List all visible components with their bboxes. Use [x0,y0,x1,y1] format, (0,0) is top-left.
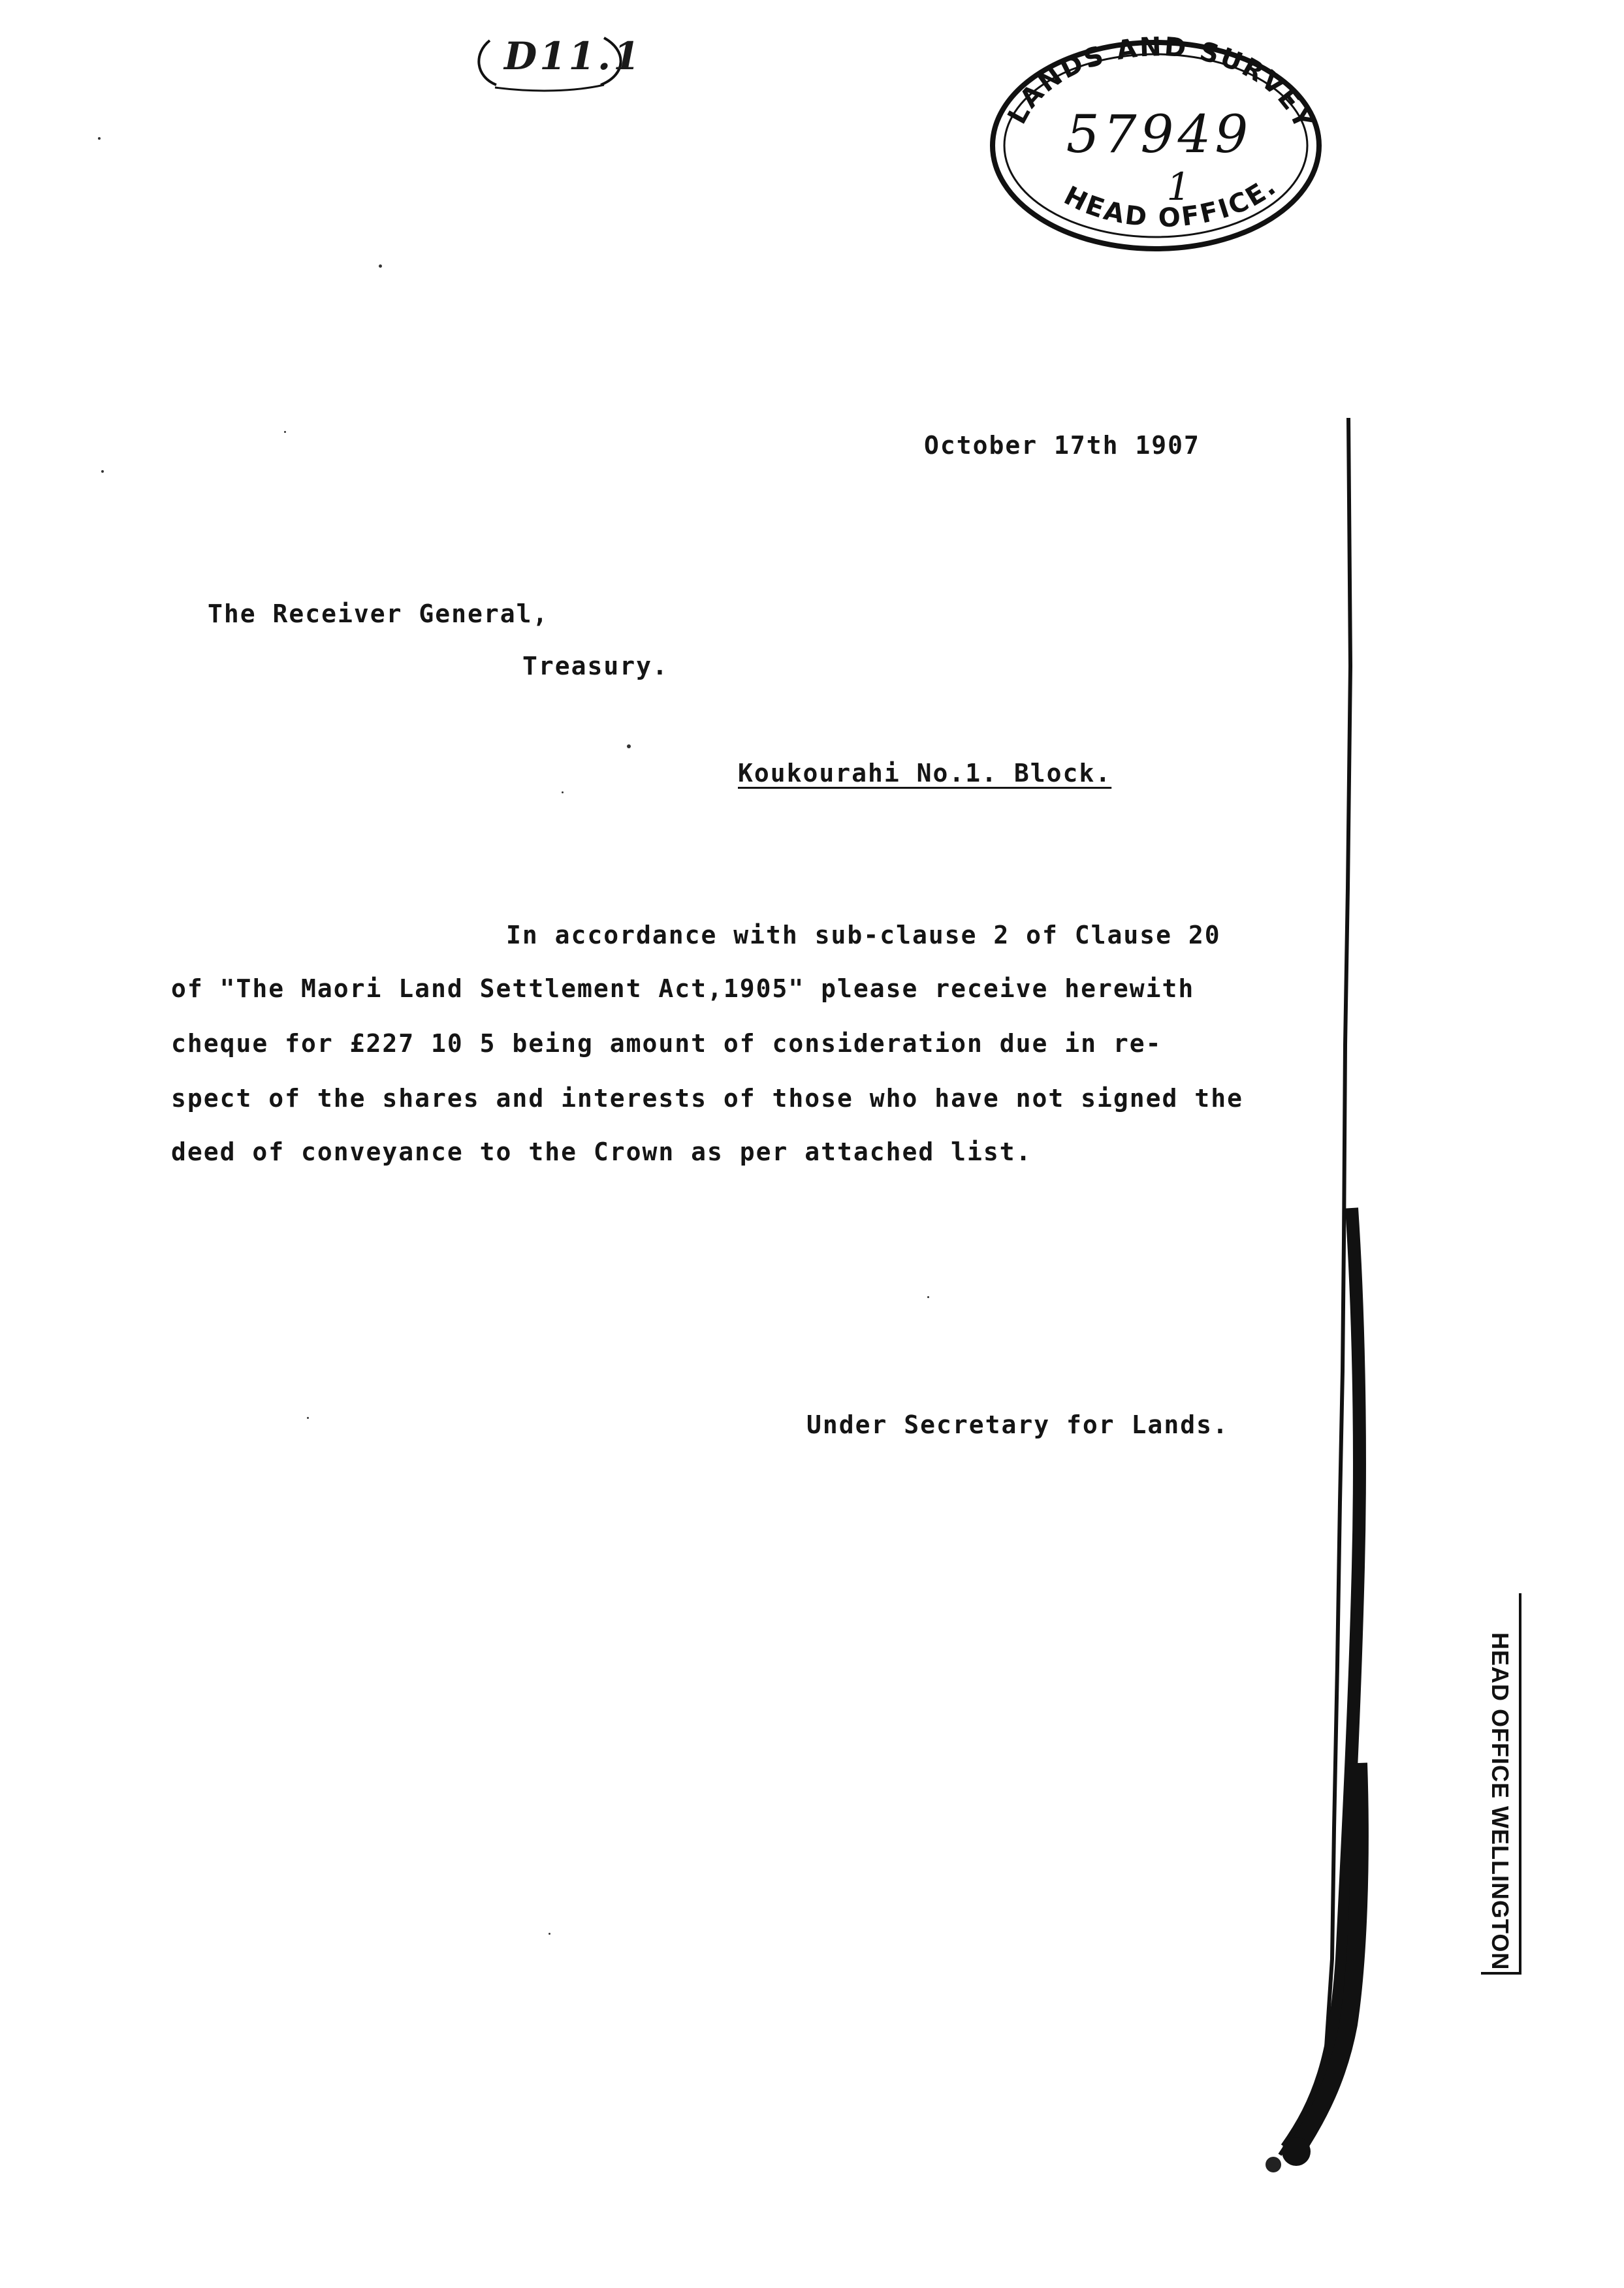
signature-title: Under Secretary for Lands. [806,1410,1229,1439]
body-line-4: spect of the shares and interests of those who have not signed the [171,1084,1243,1113]
lands-survey-stamp [979,31,1332,253]
scan-speck [627,744,631,748]
stamp-seal [979,31,1332,253]
scan-speck [379,264,382,268]
scan-speck [98,137,101,140]
letter-date: October 17th 1907 [924,431,1200,460]
svg-text:1: 1 [1166,165,1191,209]
scan-speck [284,431,286,433]
scan-speck [101,470,104,473]
svg-text:HEAD OFFICE.: HEAD OFFICE. [1059,170,1283,234]
scan-speck [927,1296,929,1298]
addressee-line-1: The Receiver General, [208,599,549,628]
subject-line: Koukourahi No.1. Block. [738,759,1112,787]
svg-text:LANDS AND SURVEY: LANDS AND SURVEY [1002,31,1320,135]
body-line-3: cheque for £227 10 5 being amount of consideration due in re- [171,1029,1162,1058]
body-line-1: In accordance with sub-clause 2 of Clause 20 [506,921,1221,949]
scan-speck [562,791,564,793]
reference-mark-text: D11.1 [504,34,643,78]
archive-label-text: HEAD OFFICE WELLINGTON [1487,1632,1514,1971]
body-line-2: of "The Maori Land Settlement Act,1905" please receive herewith [171,974,1195,1003]
svg-text:57949: 57949 [1066,104,1252,165]
addressee-line-2: Treasury. [522,652,669,680]
scan-speck [307,1417,309,1419]
body-line-5: deed of conveyance to the Crown as per attached list. [171,1137,1032,1166]
scan-speck [549,1933,550,1935]
binding-edge [1228,392,1397,2187]
reference-mark [470,27,643,93]
